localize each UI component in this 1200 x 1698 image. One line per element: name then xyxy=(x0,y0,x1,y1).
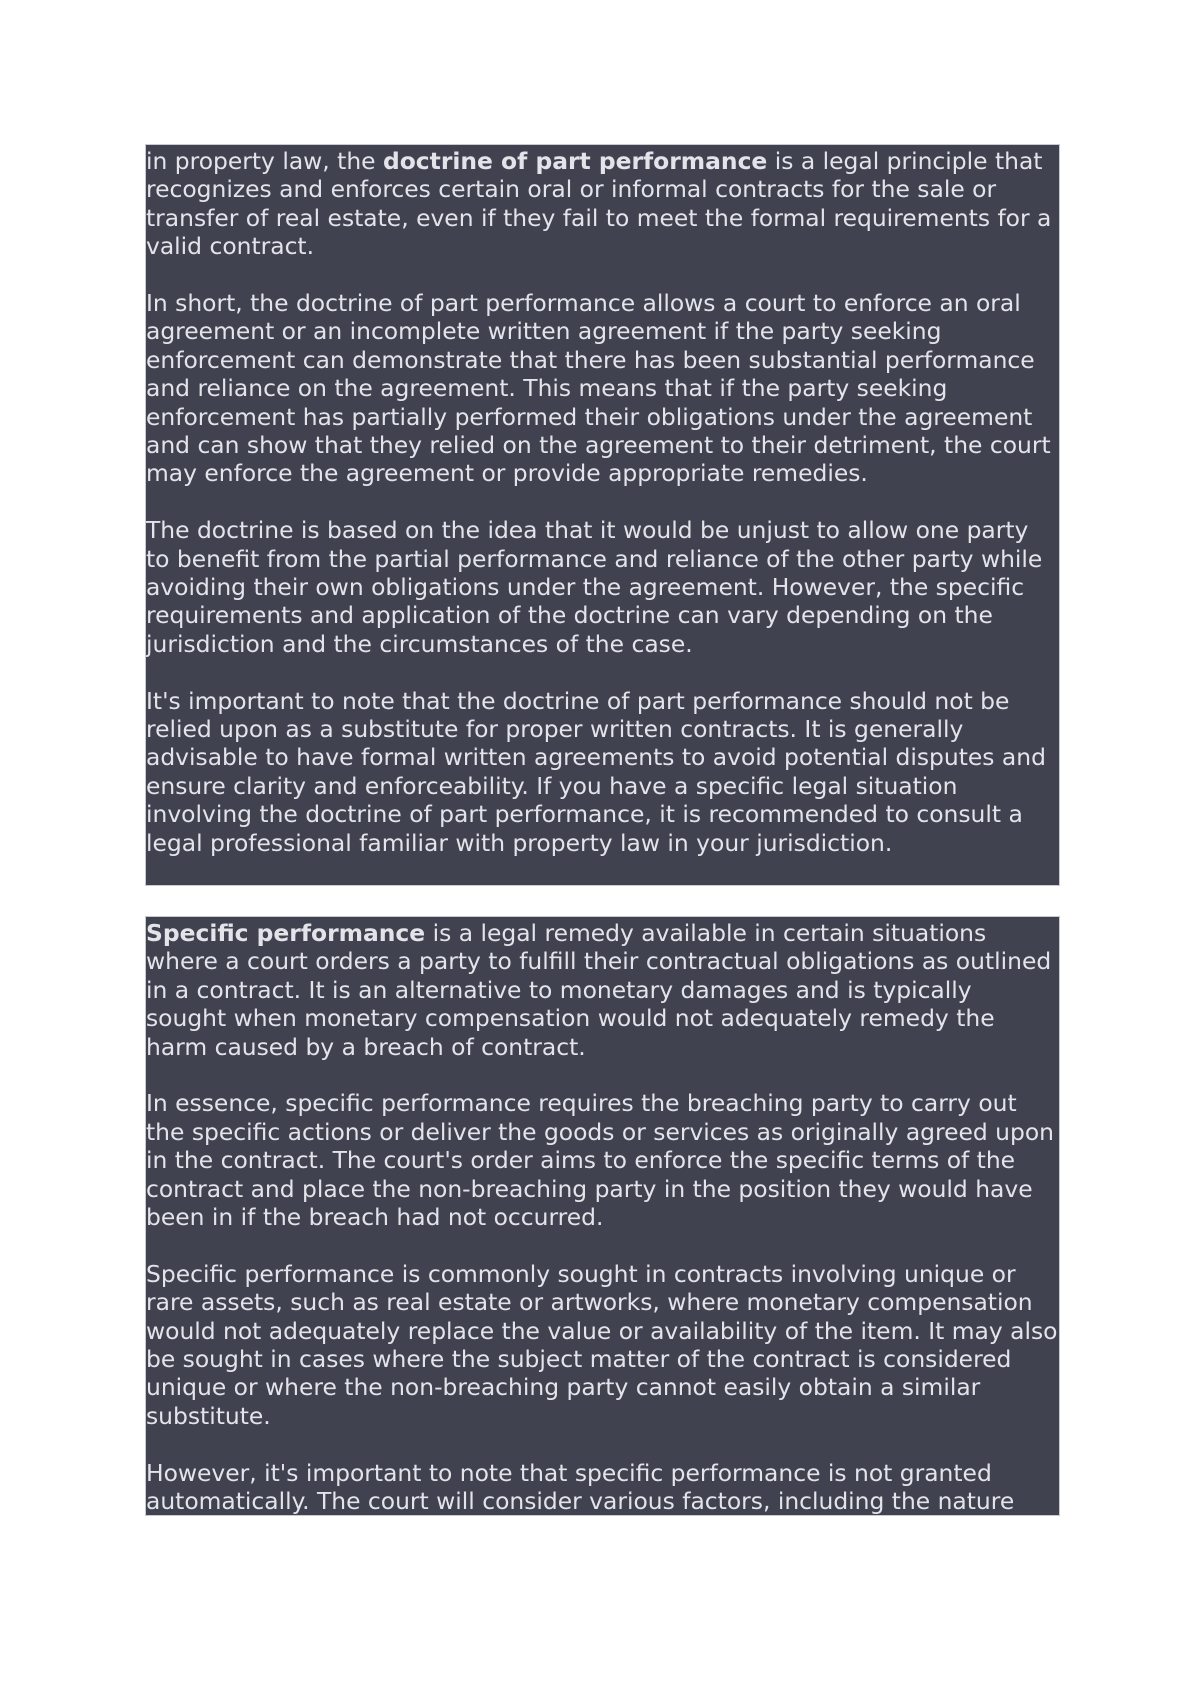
paragraph-1 xyxy=(146,919,1059,1061)
paragraph-3: Specific performance is commonly sought in contracts involving unique or rare assets, such as real estate or artworks, where monetary compensation would not adequately replace the value or availability of the item. It may also be sought in cases where the subject matter of the contract is considered unique or where the non-breaching party cannot easily obtain a similar substitute. xyxy=(146,1259,1058,1430)
paragraph-1 xyxy=(146,147,1059,261)
paragraph-2: In short, the doctrine of part performance allows a court to enforce an oral agreement or an incomplete written agreement if the party seeking enforcement can demonstrate that there has been substantial performance and reliance on the agreement. This means that if the party seeking enforcement has partially performed their obligations under the agreement and can show that they relied on the agreement to their detriment, the court may enforce the agreement or provide appropriate remedies. xyxy=(146,289,1051,488)
paragraph-1-lead: in property law, the xyxy=(146,147,383,175)
specific-performance-text-block xyxy=(145,916,1060,1516)
term-doctrine-of-part-performance: doctrine of part performance xyxy=(382,147,768,175)
paragraph-2: In essence, specific performance requires the breaching party to carry out the specific actions or deliver the goods or services as originally agreed upon in the contract. The court's order aims to enforce the specific terms of the contract and place the non-breaching party in the position they would have been in if the breach had not occurred. xyxy=(146,1089,1054,1232)
paragraph-4: However, it's important to note that specific performance is not granted automatically. The court will consider various factors, including the nature xyxy=(146,1458,1015,1516)
paragraph-1-rest: is a legal principle that recognizes and enforces certain oral or informal contracts for the sale or transfer of real estate, even if they fail to meet the formal requirements for a valid contract. xyxy=(146,147,1052,261)
term-specific-performance: Specific performance xyxy=(146,919,426,947)
paragraph-4: It's important to note that the doctrine of part performance should not be relied upon as a substitute for proper written contracts. It is generally advisable to have formal written agreements to avoid potential disputes and ensure clarity and enforceability. If you have a specific legal situation involving the doctrine of part performance, it is recommended to consult a legal professional familiar with property law in your jurisdiction. xyxy=(146,686,1046,857)
part-performance-text-block xyxy=(145,144,1060,886)
paragraph-3: The doctrine is based on the idea that it would be unjust to allow one party to benefit from the partial performance and reliance of the other party while avoiding their own obligations under the agreement. However, the specific requirements and application of the doctrine can vary depending on the jurisdiction and the circumstances of the case. xyxy=(146,516,1043,658)
paragraph-1-rest: is a legal remedy available in certain situations where a court orders a party to fulfill their contractual obligations as outlined in a contract. It is an alternative to monetary damages and is typically sought when monetary compensation would not adequately remedy the harm caused by a breach of contract. xyxy=(146,919,1052,1061)
